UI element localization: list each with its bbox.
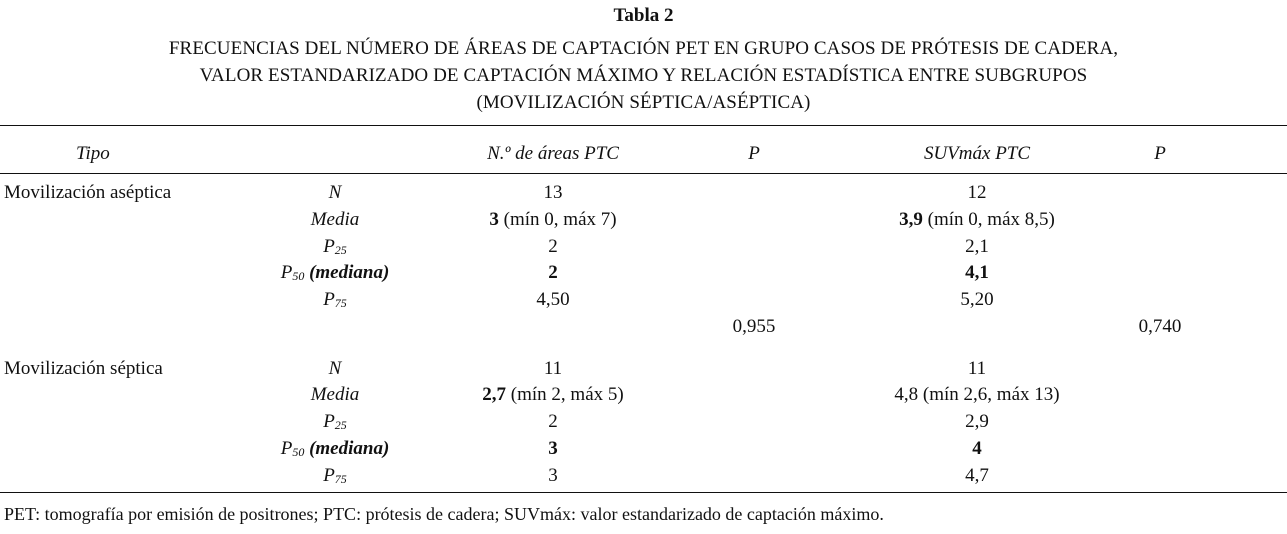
cell-areas-media xyxy=(489,209,616,231)
cell-suv-p50: 4,1 xyxy=(965,262,989,283)
cell-areas-p25: 2 xyxy=(548,411,558,432)
table-title-line-3: (MOVILIZACIÓN SÉPTICA/ASÉPTICA) xyxy=(476,92,811,113)
cell-areas-p50: 2 xyxy=(548,262,558,283)
table-header-rule xyxy=(0,173,1287,174)
cell-suv-p75: 5,20 xyxy=(960,289,994,310)
stat-label-n: N xyxy=(328,182,342,203)
header-suv: SUVmáx PTC xyxy=(923,143,1031,164)
header-areas: N.º de áreas PTC xyxy=(487,143,619,164)
stat-label-p25: $P_{25}$ xyxy=(323,411,347,432)
cell-areas-media-value: 2,7 xyxy=(482,384,507,405)
stat-label-media: Media xyxy=(310,209,360,230)
cell-suv-p25: 2,9 xyxy=(965,411,989,432)
table-top-rule xyxy=(0,125,1287,126)
stat-label-p50: $P_{50}$ (mediana) xyxy=(280,438,390,459)
cell-suv-p50: 4 xyxy=(972,438,982,459)
cell-areas-p75: 3 xyxy=(548,465,558,486)
header-p-areas: P xyxy=(748,143,760,164)
cell-areas-media xyxy=(482,384,623,406)
stat-label-media: Media xyxy=(310,384,360,405)
cell-areas-media-range: (mín 2, máx 5) xyxy=(506,384,624,405)
table-bottom-rule xyxy=(0,492,1287,493)
header-p-suv: P xyxy=(1154,143,1166,164)
stat-label-p25: $P_{25}$ xyxy=(323,236,347,257)
cell-suv-media: 4,8 (mín 2,6, máx 13) xyxy=(894,384,1060,405)
cell-suv-media-value: 3,9 xyxy=(899,209,923,230)
table-label: Tabla 2 xyxy=(613,5,674,26)
cell-areas-n: 13 xyxy=(543,182,563,203)
cell-areas-media-range: (mín 0, máx 7) xyxy=(498,209,617,230)
cell-areas-media-value: 3 xyxy=(489,209,499,230)
cell-areas-n: 11 xyxy=(543,358,563,379)
cell-suv-n: 11 xyxy=(967,358,987,379)
stat-label-p75: $P_{75}$ xyxy=(323,289,347,310)
header-tipo: Tipo xyxy=(76,143,110,164)
table-title-line-1: FRECUENCIAS DEL NÚMERO DE ÁREAS DE CAPTACIÓN PET EN GRUPO CASOS DE PRÓTESIS DE CADERA, xyxy=(168,38,1119,59)
cell-suv-media-range: (mín 0, máx 8,5) xyxy=(922,209,1055,230)
cell-suv-p75: 4,7 xyxy=(965,465,989,486)
cell-suv-n: 12 xyxy=(967,182,987,203)
cell-suv-p25: 2,1 xyxy=(965,236,989,257)
table-footnote: PET: tomografía por emisión de positrones; PTC: prótesis de cadera; SUVmáx: valor estandarizado de captación máximo. xyxy=(4,504,884,524)
cell-suv-media xyxy=(899,209,1055,231)
group-name-aseptica: Movilización aséptica xyxy=(4,182,172,203)
cell-areas-p25: 2 xyxy=(548,236,558,257)
group-name-septica: Movilización séptica xyxy=(4,358,163,379)
stat-label-p75: $P_{75}$ xyxy=(323,465,347,486)
table-title-line-2: VALOR ESTANDARIZADO DE CAPTACIÓN MÁXIMO Y RELACIÓN ESTADÍSTICA ENTRE SUBGRUPOS xyxy=(199,65,1088,86)
stat-label-p50: $P_{50}$ (mediana) xyxy=(280,262,390,283)
p-value-suv: 0,740 xyxy=(1138,316,1182,337)
cell-areas-p75: 4,50 xyxy=(536,289,570,310)
p-value-areas: 0,955 xyxy=(732,316,776,337)
stat-label-n: N xyxy=(328,358,342,379)
cell-areas-p50: 3 xyxy=(548,438,558,459)
